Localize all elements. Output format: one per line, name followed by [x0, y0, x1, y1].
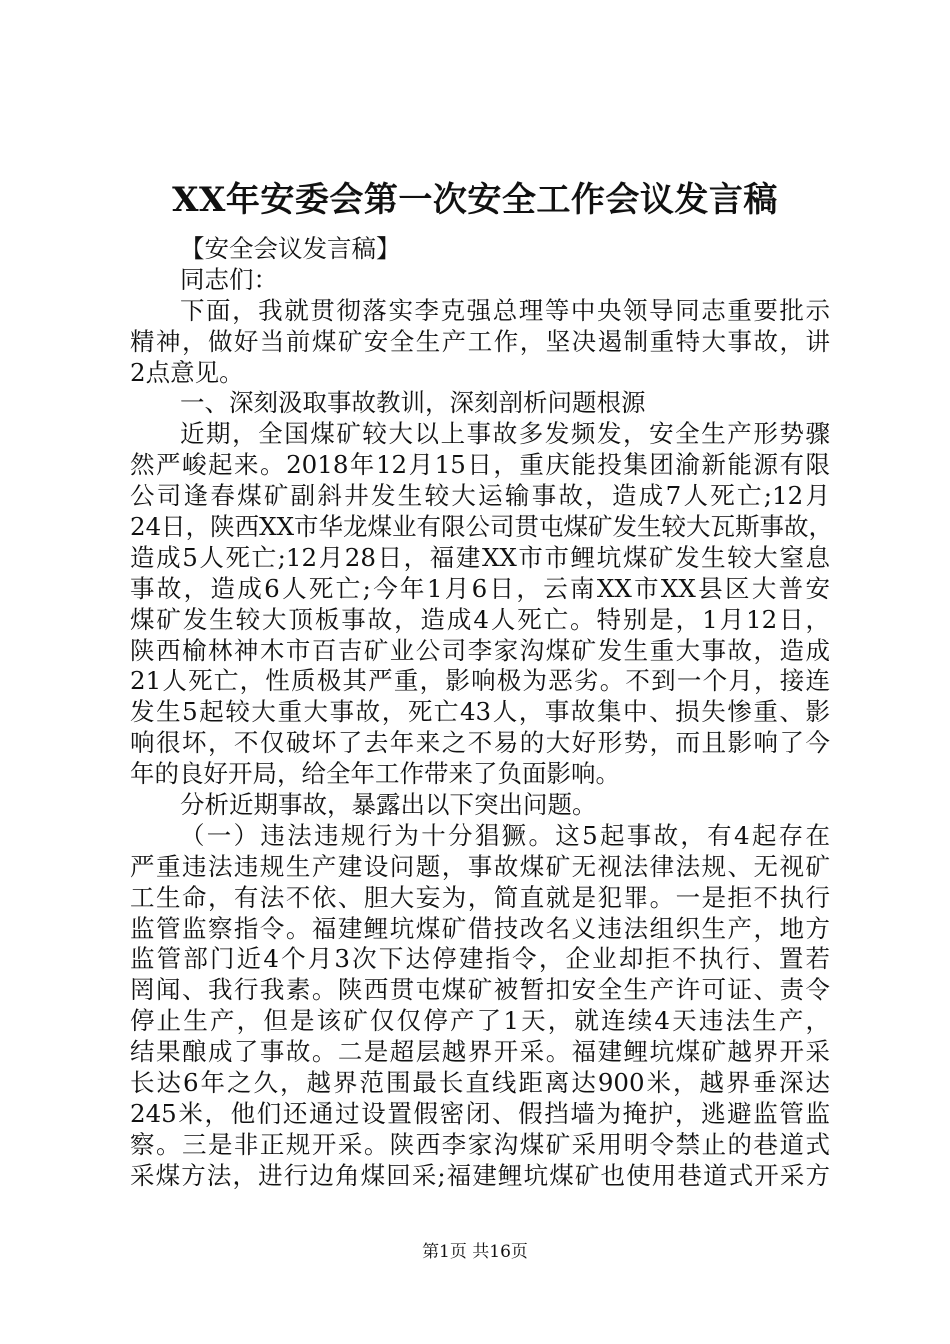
text-line: 下面，我就贯彻落实李克强总理等中央领导同志重要批示	[180, 295, 830, 325]
document-title: XX年安委会第一次安全工作会议发言稿	[172, 180, 778, 220]
text-line: 陕西榆林神木市百吉矿业公司李家沟煤矿发生重大事故，造成	[130, 635, 830, 665]
text-line: 24日，陕西XX市华龙煤业有限公司贯屯煤矿发生较大瓦斯事故，	[130, 512, 834, 542]
text-line: 长达6年之久，越界范围最长直线距离达900米，越界垂深达	[130, 1068, 830, 1098]
text-line: 然严峻起来。2018年12月15日，重庆能投集团渝新能源有限	[130, 450, 830, 480]
text-line: （一）违法违规行为十分猖獗。这5起事故，有4起存在	[180, 820, 830, 850]
text-line: 工生命，有法不依、胆大妄为，简直就是犯罪。一是拒不执行	[130, 882, 830, 912]
text-line: 罔闻、我行我素。陕西贯屯煤矿被暂扣安全生产许可证、责令	[130, 975, 830, 1005]
text-line: 停止生产，但是该矿仅仅停产了1天，就连续4天违法生产，	[130, 1006, 830, 1036]
text-line: 同志们：	[180, 264, 278, 294]
text-line: 发生5起较大重大事故，死亡43人，事故集中、损失惨重、影	[130, 697, 830, 727]
text-line: 公司逢春煤矿副斜井发生较大运输事故，造成7人死亡;12月	[130, 481, 830, 511]
text-line: 精神，做好当前煤矿安全生产工作，坚决遏制重特大事故，讲	[130, 326, 830, 356]
text-line: 21人死亡，性质极其严重，影响极为恶劣。不到一个月，接连	[130, 666, 830, 696]
text-line: 245米，他们还通过设置假密闭、假挡墙为掩护，逃避监管监	[130, 1098, 830, 1128]
text-line: 响很坏，不仅破坏了去年来之不易的大好形势，而且影响了今	[130, 728, 830, 758]
text-line: 分析近期事故，暴露出以下突出问题。	[180, 790, 597, 820]
text-line: 年的良好开局，给全年工作带来了负面影响。	[130, 759, 620, 789]
text-line: 事故，造成6人死亡;今年1月6日，云南XX市XX县区大普安	[130, 573, 830, 603]
text-line: 监管部门近4个月3次下达停建指令，企业却拒不执行、置若	[130, 944, 830, 974]
page-footer: 第1页 共16页	[422, 1242, 528, 1262]
text-line: 造成5人死亡;12月28日，福建XX市市鲤坑煤矿发生较大窒息	[130, 542, 830, 572]
text-line: 一、深刻汲取事故教训，深刻剖析问题根源	[180, 388, 646, 418]
text-line: 【安全会议发言稿】	[180, 234, 401, 263]
text-line: 煤矿发生较大顶板事故，造成4人死亡。特别是，1月12日，	[130, 604, 830, 634]
text-line: 严重违法违规生产建设问题，事故煤矿无视法律法规、无视矿	[130, 851, 830, 881]
document-body	[130, 234, 834, 1192]
text-line: 察。三是非正规开采。陕西李家沟煤矿采用明令禁止的巷道式	[130, 1129, 830, 1159]
text-line: 结果酿成了事故。二是超层越界开采。福建鲤坑煤矿越界开采	[130, 1037, 830, 1067]
text-line: 监管监察指令。福建鲤坑煤矿借技改名义违法组织生产，地方	[130, 913, 830, 943]
text-line: 采煤方法，进行边角煤回采;福建鲤坑煤矿也使用巷道式开采方	[130, 1160, 830, 1190]
text-line: 2点意见。	[130, 357, 244, 387]
text-line: 近期，全国煤矿较大以上事故多发频发，安全生产形势骤	[180, 419, 830, 449]
